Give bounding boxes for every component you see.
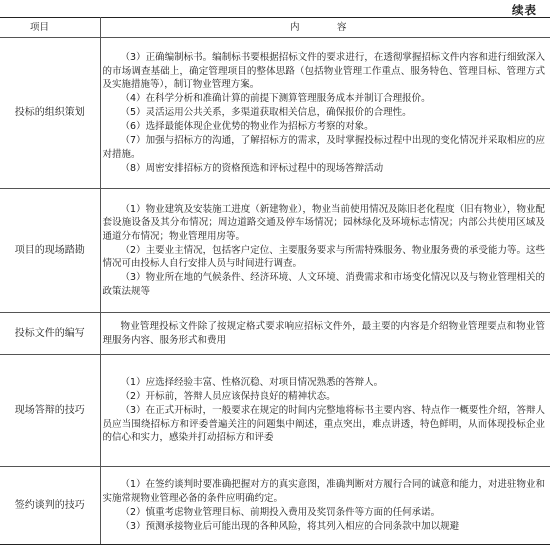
content-item: （5）灵活运用公共关系，多渠道获取相关信息，确保报价的合理性。	[120, 107, 412, 118]
row-content	[100, 355, 550, 467]
content-item: （2）主要业主情况，包括客户定位、主要服务要求与所需特殊服务、物业服务费的承受能力等。这些情况可由投标人自行安排人员与时间进行调查。	[102, 244, 545, 270]
row-category: 投标的组织策划	[0, 38, 100, 189]
content-item: （1）在签约谈判时要准确把握对方的真实意图，准确判断对方履行合同的诚意和能力，对进驻物业和实施常规物业管理必备的条件应明确约定。	[102, 479, 545, 504]
content-item: （4）在科学分析和准确计算的前提下测算管理服务成本并制订合理报价。	[120, 93, 431, 104]
table-row	[0, 189, 550, 313]
continued-label: 续表	[512, 3, 537, 17]
row-category: 签约谈判的技巧	[0, 467, 100, 545]
content-item: （3）在正式开标时，一般要求在规定的时间内完整地将标书主要内容、特点作一概要性介绍，答辩人员应当围绕招标方和评委普遍关注的问题集中阐述，重点突出，难点讲透，特色鲜明，从而体现投标企业的信心和实力，感染并打动招标方和评委	[102, 405, 545, 444]
content-item: （1）物业建筑及安装施工进度（新建物业），物业当前使用情况及陈旧老化程度（旧有物业），物业配套设施设备及其分布情况；周边道路交通及停车场情况；园林绿化及环境标志情况；内部公共使用区域及通道分布情况；物业管理用房等。	[102, 203, 545, 242]
content-item: （2）开标前，答辩人员应该保持良好的精神状态。	[120, 391, 336, 403]
table-row	[0, 355, 550, 467]
table-row	[0, 38, 550, 189]
content-item: （3）物业所在地的气候条件、经济环境、人文环境、消费需求和市场变化情况以及与物业管理相关的政策法规等	[102, 272, 545, 297]
content-item: （6）选择最能体现企业优势的物业作为招标方考察的对象。	[120, 121, 374, 132]
content-item: （2）慎重考虑物业管理目标、前期投入费用及奖罚条件等方面的任何承诺。	[120, 506, 441, 518]
bidding-table	[0, 17, 550, 545]
content-item: （7）加强与招标方的沟通，了解招标方的需求，及时掌握投标过程中出现的变化情况并采取相应的应对措施。	[102, 135, 545, 160]
table-row	[0, 313, 550, 355]
content-item: （1）应选择经验丰富、性格沉稳、对项目情况熟悉的答辩人。	[120, 377, 384, 389]
content-item: （3）正确编制标书。编制标书要根据招标文件的要求进行，在透彻掌握招标文件内容和进行细致深入的市场调查基础上，确定管理项目的整体思路（包括物业管理工作重点、服务特色、管理目标、管理方式及实施措施等），制订物业管理方案。	[102, 52, 545, 90]
header-item: 项目	[0, 18, 100, 38]
row-content	[100, 189, 550, 313]
row-content	[100, 313, 550, 355]
content-item: 物业管理投标文件除了按规定格式要求响应招标文件外，最主要的内容是介绍物业管理要点和物业管理服务内容、服务形式和费用	[102, 321, 545, 346]
header-content: 内 容	[100, 18, 550, 38]
table-row	[0, 467, 550, 545]
row-category: 现场答辩的技巧	[0, 355, 100, 467]
row-category: 项目的现场踏勘	[0, 189, 100, 313]
content-item: （3）预测承接物业后可能出现的各种风险，将其列入相应的合同条款中加以规避	[120, 520, 460, 532]
row-content	[100, 467, 550, 545]
row-category: 投标文件的编写	[0, 313, 100, 355]
content-item: （8）周密安排招标方的资格预选和评标过程中的现场答辩活动	[120, 162, 384, 174]
row-content	[100, 38, 550, 189]
table-header-row	[0, 18, 550, 38]
